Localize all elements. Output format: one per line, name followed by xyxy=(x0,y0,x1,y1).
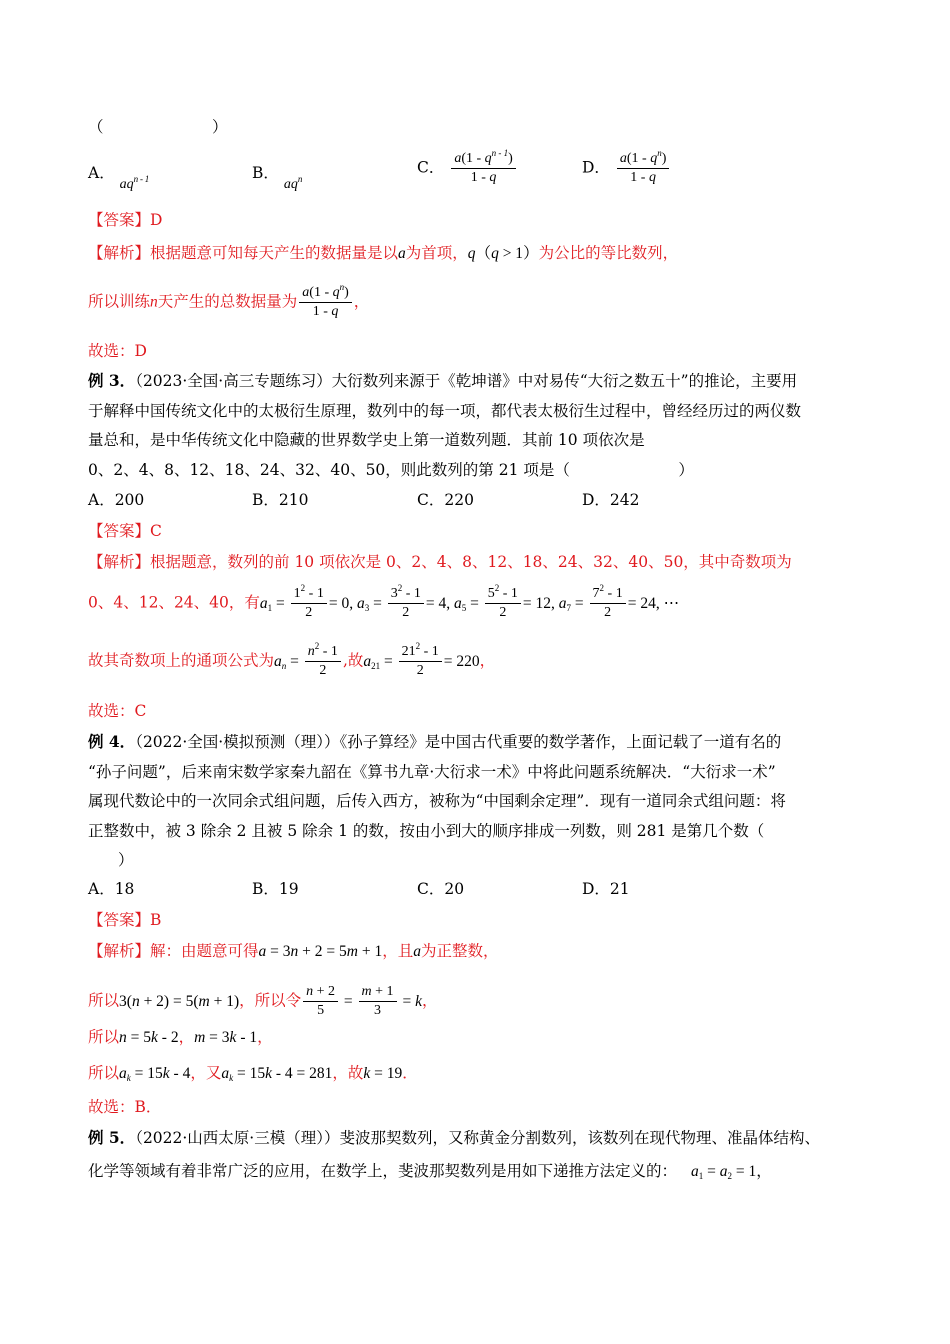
ex5-line2: 化学等领域有着非常广泛的应用，在数学上，斐波那契数列是用如下递推方法定义的： $a_1 = a_2 = 1$， xyxy=(88,1162,772,1181)
choice-paren: （ ） xyxy=(88,118,228,136)
q2-analysis-line1: 【解析】根据题意可知每天产生的数据量是以a为首项，q（q > 1）为公比的等比数列， xyxy=(88,244,679,262)
ex4-line2: “孙子问题”，后来南宋数学家秦九韶在《算书九章·大衍求一术》中将此问题系统解决．“大衍求一术” xyxy=(88,763,776,781)
ex4-analysis-line4: 所以$a_k = 15k - 4$，又$a_k = 15k - 4 = 281$，故k = 19． xyxy=(88,1064,418,1083)
option-b-expr: $aq^n$ xyxy=(283,174,303,192)
ex4-answer: 【答案】B xyxy=(88,911,162,929)
ex3-answer: 【答案】C xyxy=(88,522,162,540)
ex4-analysis-line3: 所以n = 5k - 2，m = 3k - 1， xyxy=(88,1028,273,1046)
ex4-analysis-line2: 所以3(n + 2) = 5(m + 1)，所以令 $\frac{n + 2}{5}$ = $\frac{m + 1}{3}$ = k， xyxy=(88,984,438,1018)
q2-analysis-line2: 所以训练n天产生的总数据量为 $\frac{a(1 - q^n)}{1 - q}$ ， xyxy=(88,282,370,319)
ex4-line1: 例 4．（2022·全国·模拟预测（理））《孙子算经》是中国古代重要的数学著作，上面记载了一道有名的 xyxy=(88,732,782,751)
ex4-option-c: C．20 xyxy=(417,880,465,898)
ex4-option-b: B．19 xyxy=(252,880,299,898)
ex4-line3: 属现代数论中的一次同余式组问题，后传入西方，被称为“中国剩余定理”．现有一道同余式组问题：将 xyxy=(88,792,786,810)
ex3-odd-terms-expr: $a_1$ = $\frac{1^2 - 1}{2}$ = 0, $a_3$ = $\frac{3^2 - 1}{2}$ = 4, $a_5$ = $\frac{5^2 - 1}{2}$ = 12, $a_7$ = $\frac{7^2 - 1}{2}$ = 24, ⋯ xyxy=(259,583,680,620)
ex5-line1: 例 5．（2022·山西太原·三模（理））斐波那契数列，又称黄金分割数列，该数列在现代物理、准晶体结构、 xyxy=(88,1128,820,1147)
option-d-expr: $\frac{a(1 - q^n)}{1 - q}$ xyxy=(617,150,670,187)
ex3-analysis-line3: 故其奇数项上的通项公式为$a_n$ = $\frac{n^2 - 1}{2}$ ,故$a_{21}$ = $\frac{21^2 - 1}{2}$ = 220， xyxy=(88,641,496,678)
ex3-line2: 于解释中国传统文化中的太极衍生原理，数列中的每一项，都代表太极衍生过程中，曾经经历过的两仪数 xyxy=(88,402,802,420)
ex3-analysis-line2: 0、4、12、24、40，有$a_1$ = $\frac{1^2 - 1}{2}$ = 0, $a_3$ = $\frac{3^2 - 1}{2}$ = 4, $a_5$ = $\frac{5^2 - 1}{2}$ = 12, $a_7$ = $\frac{7^2 - 1}{2}$ = 24, ⋯ xyxy=(88,583,680,620)
ex3-line3: 量总和，是中华传统文化中隐藏的世界数学史上第一道数列题．其前 10 项依次是 xyxy=(88,431,645,449)
ex3-line4: 0、2、4、8、12、18、24、32、40、50，则此数列的第 21 项是（ ） xyxy=(88,461,694,479)
ex4-analysis-line1: 【解析】解：由题意可得a = 3n + 2 = 5m + 1，且a为正整数， xyxy=(88,942,499,960)
ex4-option-d: D．21 xyxy=(582,880,630,898)
option-c-expr: $\frac{a(1 - q^{n - 1})}{1 - q}$ xyxy=(451,150,516,187)
q2-answer: 【答案】D xyxy=(88,211,163,229)
ex3-option-d: D．242 xyxy=(582,491,640,509)
q2-total-expr: $\frac{a(1 - q^n)}{1 - q}$ xyxy=(299,284,352,321)
ex5-initial-terms-expr: $a_1 = a_2 = 1$ xyxy=(691,1163,757,1181)
ex4-line4: 正整数中，被 3 除余 2 且被 5 除余 1 的数，按由小到大的顺序排成一列数，则 281 是第几个数（ xyxy=(88,822,765,840)
ex3-conclusion: 故选：C xyxy=(88,702,147,720)
ex3-line1: 例 3．（2023·全国·高三专题练习）大衍数列来源于《乾坤谱》中对易传“大衍之数五十”的推论，主要用 xyxy=(88,371,798,390)
ex3-option-a: A．200 xyxy=(88,491,145,509)
q2-conclusion: 故选：D xyxy=(88,342,147,360)
ex4-conclusion: 故选：B． xyxy=(88,1098,162,1116)
option-d: D． $\frac{a(1 - q^n)}{1 - q}$ xyxy=(582,150,671,187)
ex4-option-a: A．18 xyxy=(88,880,135,898)
option-a: A． $aq^{n - 1}$ xyxy=(88,164,150,192)
option-b: B． $aq^n$ xyxy=(252,164,303,192)
ex4-line5: ） xyxy=(118,851,134,869)
option-c: C． $\frac{a(1 - q^{n - 1})}{1 - q}$ xyxy=(417,150,518,187)
ex3-option-b: B．210 xyxy=(252,491,309,509)
ex3-option-c: C．220 xyxy=(417,491,474,509)
ex3-analysis-line1: 【解析】根据题意，数列的前 10 项依次是 0、2、4、8、12、18、24、32、40、50，其中奇数项为 xyxy=(88,553,792,571)
option-a-expr: $aq^{n - 1}$ xyxy=(119,174,150,192)
ex3-general-term-expr: $a_n$ = $\frac{n^2 - 1}{2}$ xyxy=(274,652,343,670)
